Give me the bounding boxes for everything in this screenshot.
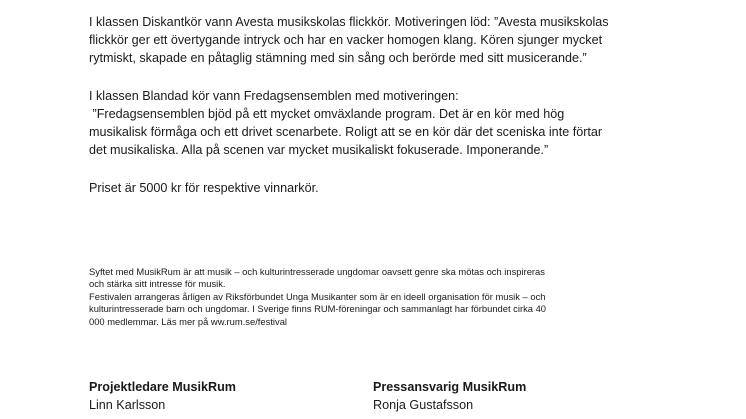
contact-project-lead bbox=[89, 379, 236, 415]
paragraph-diskant-line-1: I klassen Diskantkör vann Avesta musikskolas flickkör. Motiveringen löd: ”Avesta musikskolas bbox=[89, 15, 609, 29]
footer-line-3: Festivalen arrangeras årligen av Riksförbundet Unga Musikanter som är en ideell organisation för musik – och bbox=[89, 291, 546, 302]
contact-press bbox=[373, 379, 526, 415]
paragraph-prize: Priset är 5000 kr för respektive vinnarkör. bbox=[89, 181, 319, 195]
paragraph-blandad-line-2: ”Fredagsensemblen bjöd på ett mycket omväxlande program. Det är en kör med hög bbox=[89, 107, 565, 121]
contact-name: Ronja Gustafsson bbox=[373, 397, 474, 412]
paragraph-diskant-line-2: flickkör ger ett övertygande intryck och har en vacker homogen klang. Kören sjunger mycket bbox=[89, 33, 603, 47]
contact-title: Pressansvarig MusikRum bbox=[373, 380, 527, 394]
contact-name: Linn Karlsson bbox=[89, 397, 166, 412]
contact-title: Projektledare MusikRum bbox=[89, 380, 236, 394]
footer-line-4: kulturintresserade barn och ungdomar. I Sverige finns RUM-föreningar och sammanlagt har förbundet cirka 40 bbox=[89, 303, 547, 314]
paragraph-diskant-line-3: rytmiskt, skapade en påtaglig stämning med sin sång och berörde med sitt musicerande.” bbox=[89, 51, 587, 65]
paragraph-blandad-line-3: musikalisk förmåga och ett drivet scenarbete. Roligt att se en kör där det sceniska inte förtar bbox=[89, 125, 603, 139]
footer-line-2: och stärka sitt intresse för musik. bbox=[89, 278, 226, 289]
footer-line-1: Syftet med MusikRum är att musik – och kulturintresserade ungdomar oavsett genre ska mötas och inspireras bbox=[89, 266, 545, 277]
paragraph-blandad-line-4: det musikaliska. Alla på scenen var mycket musikaliskt fokuserade. Imponerande.” bbox=[89, 143, 549, 157]
paragraph-blandad-line-1: I klassen Blandad kör vann Fredagsensemblen med motiveringen: bbox=[89, 89, 459, 103]
footer-line-5: 000 medlemmar. Läs mer på ww.rum.se/festival bbox=[89, 316, 287, 327]
